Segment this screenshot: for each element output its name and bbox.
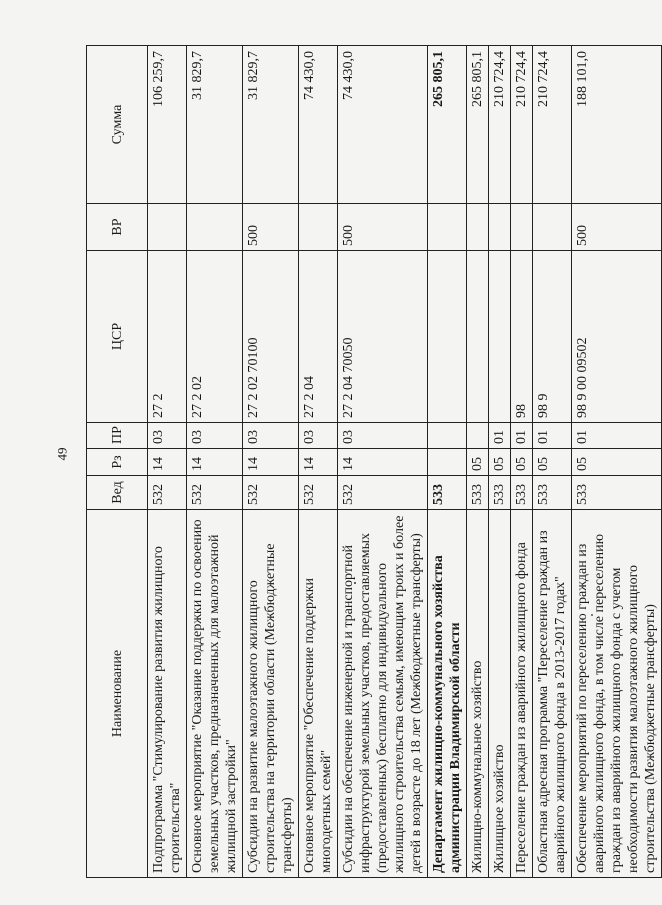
budget-table — [86, 45, 662, 878]
cell-csr: 27 2 04 — [299, 251, 338, 423]
cell-csr: 98 9 00 09502 — [572, 251, 662, 423]
cell-pr: 01 — [572, 423, 662, 449]
cell-vr — [299, 204, 338, 251]
rotated-table-wrapper — [86, 46, 658, 878]
cell-rz: 14 — [187, 449, 243, 476]
cell-name: Переселение граждан из аварийного жилищного фонда — [511, 510, 533, 878]
table-row — [533, 46, 572, 878]
cell-ved: 533 — [511, 476, 533, 510]
cell-rz: 14 — [338, 449, 428, 476]
cell-sum: 210 724,4 — [533, 46, 572, 204]
cell-name: Областная адресная программа "Переселение граждан из аварийного жилищного фонда в 2013-2017 годах" — [533, 510, 572, 878]
cell-sum: 106 259,7 — [148, 46, 187, 204]
cell-pr: 03 — [187, 423, 243, 449]
table-row — [243, 46, 299, 878]
cell-sum: 210 724,4 — [511, 46, 533, 204]
cell-rz: 05 — [511, 449, 533, 476]
cell-csr — [489, 251, 511, 423]
cell-pr: 01 — [533, 423, 572, 449]
page-number: 49 — [54, 447, 70, 461]
cell-name: Жилищно-коммунальное хозяйство — [467, 510, 489, 878]
cell-csr — [428, 251, 467, 423]
cell-pr: 01 — [489, 423, 511, 449]
cell-vr — [511, 204, 533, 251]
cell-sum: 265 805,1 — [428, 46, 467, 204]
cell-vr — [467, 204, 489, 251]
cell-rz: 05 — [489, 449, 511, 476]
cell-ved: 532 — [187, 476, 243, 510]
cell-ved: 533 — [428, 476, 467, 510]
cell-pr — [428, 423, 467, 449]
cell-vr — [533, 204, 572, 251]
cell-pr: 03 — [299, 423, 338, 449]
table-row — [428, 46, 467, 878]
cell-ved: 533 — [533, 476, 572, 510]
cell-rz: 14 — [243, 449, 299, 476]
cell-pr: 03 — [243, 423, 299, 449]
table-row — [511, 46, 533, 878]
cell-sum: 265 805,1 — [467, 46, 489, 204]
cell-name: Департамент жилищно-коммунального хозяйства администрации Владимирской области — [428, 510, 467, 878]
cell-vr — [187, 204, 243, 251]
cell-csr: 27 2 — [148, 251, 187, 423]
table-header-row — [87, 46, 148, 878]
header-csr: ЦСР — [87, 251, 148, 423]
cell-csr: 27 2 02 70100 — [243, 251, 299, 423]
cell-ved: 533 — [467, 476, 489, 510]
cell-vr: 500 — [572, 204, 662, 251]
table-row — [467, 46, 489, 878]
cell-name: Жилищное хозяйство — [489, 510, 511, 878]
cell-name: Подпрограмма "Стимулирование развития жилищного строительства" — [148, 510, 187, 878]
cell-name: Основное мероприятие "Оказание поддержки по освоению земельных участков, предназначенных для малоэтажной жилищной застройки" — [187, 510, 243, 878]
cell-pr — [467, 423, 489, 449]
cell-ved: 533 — [489, 476, 511, 510]
cell-name: Субсидии на обеспечение инженерной и транспортной инфраструктурой земельных участков, предоставляемых (предоставленных) бесплатно для индивидуального жилищного строительства семьям, имеющим троих и более детей в возрасте до 18 лет (Межбюджетные трансферты) — [338, 510, 428, 878]
header-ved: Вед — [87, 476, 148, 510]
cell-sum: 31 829,7 — [187, 46, 243, 204]
cell-csr: 98 9 — [533, 251, 572, 423]
cell-csr — [467, 251, 489, 423]
table-row — [299, 46, 338, 878]
cell-rz: 14 — [299, 449, 338, 476]
header-name: Наименование — [87, 510, 148, 878]
cell-ved: 532 — [338, 476, 428, 510]
cell-pr: 01 — [511, 423, 533, 449]
cell-vr — [489, 204, 511, 251]
cell-vr: 500 — [243, 204, 299, 251]
cell-rz: 05 — [572, 449, 662, 476]
cell-vr — [428, 204, 467, 251]
cell-sum: 31 829,7 — [243, 46, 299, 204]
cell-sum: 74 430,0 — [338, 46, 428, 204]
cell-rz: 05 — [467, 449, 489, 476]
cell-sum: 74 430,0 — [299, 46, 338, 204]
cell-sum: 188 101,0 — [572, 46, 662, 204]
cell-sum: 210 724,4 — [489, 46, 511, 204]
cell-pr: 03 — [338, 423, 428, 449]
table-row — [148, 46, 187, 878]
header-pr: ПР — [87, 423, 148, 449]
header-sum: Сумма — [87, 46, 148, 204]
cell-csr: 27 2 04 70050 — [338, 251, 428, 423]
cell-name: Обеспечение мероприятий по переселению граждан из аварийного жилищного фонда, в том числе переселению граждан из аварийного жилищного фонда с учетом необходимости развития малоэтажного жилищного строительства (Межбюджетные трансферты) — [572, 510, 662, 878]
cell-csr: 27 2 02 — [187, 251, 243, 423]
cell-csr: 98 — [511, 251, 533, 423]
cell-ved: 532 — [243, 476, 299, 510]
cell-rz — [428, 449, 467, 476]
cell-ved: 532 — [148, 476, 187, 510]
cell-pr: 03 — [148, 423, 187, 449]
cell-name: Основное мероприятие "Обеспечение поддержки многодетных семей" — [299, 510, 338, 878]
cell-name: Субсидии на развитие малоэтажного жилищного строительства на территории области (Межбюджетные трансферты) — [243, 510, 299, 878]
header-rz: Рз — [87, 449, 148, 476]
header-vr: ВР — [87, 204, 148, 251]
table-body — [148, 46, 662, 878]
cell-vr — [148, 204, 187, 251]
table-row — [572, 46, 662, 878]
cell-rz: 14 — [148, 449, 187, 476]
table-row — [489, 46, 511, 878]
cell-rz: 05 — [533, 449, 572, 476]
cell-vr: 500 — [338, 204, 428, 251]
table-row — [187, 46, 243, 878]
cell-ved: 532 — [299, 476, 338, 510]
cell-ved: 533 — [572, 476, 662, 510]
table-row — [338, 46, 428, 878]
